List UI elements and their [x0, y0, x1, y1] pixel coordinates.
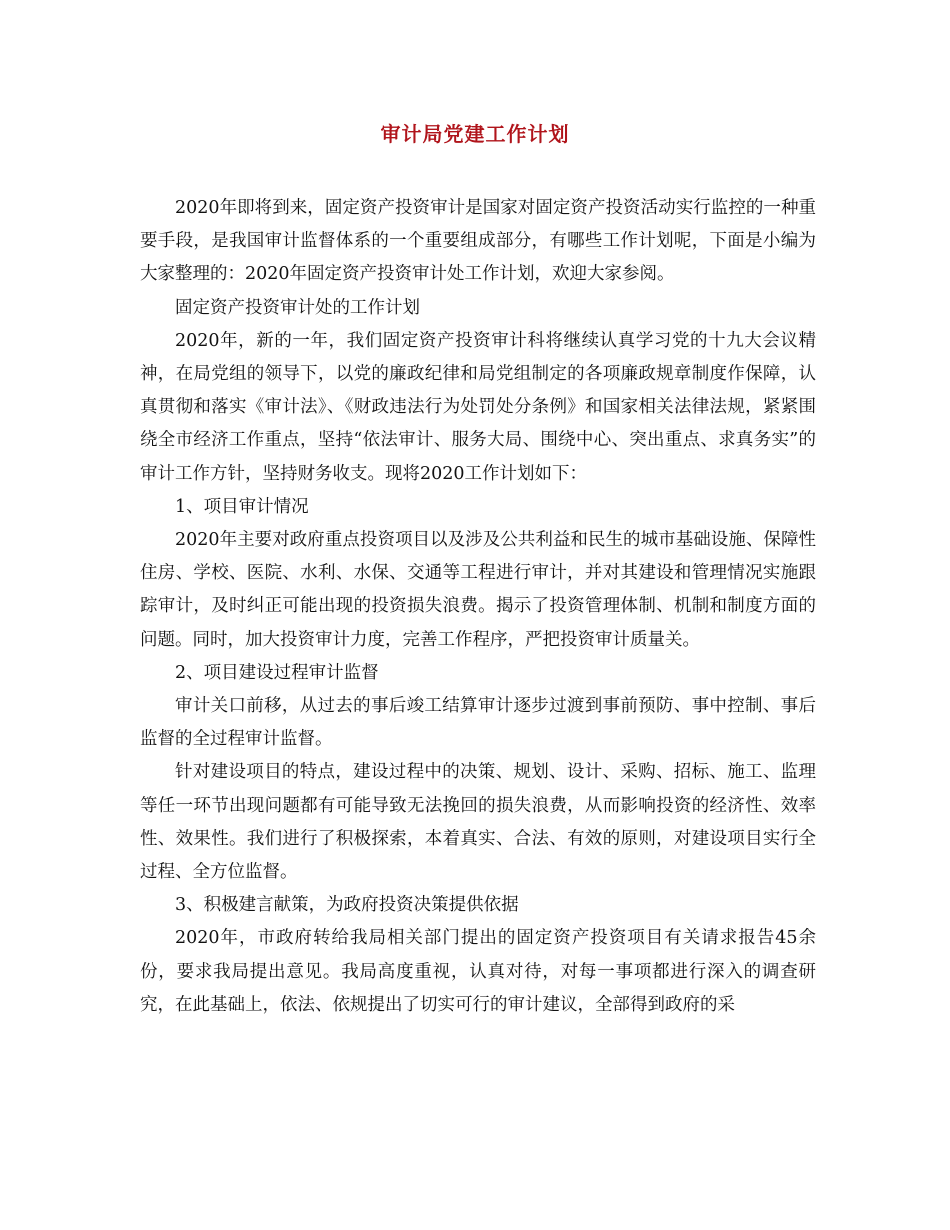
paragraph-intro: 2020年即将到来，固定资产投资审计是国家对固定资产投资活动实行监控的一种重要手段，是我国审计监督体系的一个重要组成部分，有哪些工作计划呢，下面是小编为大家整理的：2020年固定资产投资审计处工作计划，欢迎大家参阅。 — [140, 198, 816, 285]
section-heading-3: 3、积极建言献策，为政府投资决策提供依据 — [175, 895, 519, 916]
paragraph-section-1: 2020年主要对政府重点投资项目以及涉及公共利益和民生的城市基础设施、保障性住房、学校、医院、水利、水保、交通等工程进行审计，并对其建设和管理情况实施跟踪审计，及时纠正可能出现的投资损失浪费。揭示了投资管理体制、机制和制度方面的问题。同时，加大投资审计力度，完善工作程序，严把投资审计质量关。 — [140, 530, 816, 650]
document-body — [140, 192, 816, 1022]
paragraph-section-2b: 针对建设项目的特点，建设过程中的决策、规划、设计、采购、招标、施工、监理等任一环节出现问题都有可能导致无法挽回的损失浪费，从而影响投资的经济性、效率性、效果性。我们进行了积极探索，本着真实、合法、有效的原则，对建设项目实行全过程、全方位监督。 — [140, 762, 816, 883]
section-heading-2: 2、项目建设过程审计监督 — [175, 662, 379, 683]
section-heading-1: 1、项目审计情况 — [175, 496, 309, 517]
paragraph-section-2a: 审计关口前移，从过去的事后竣工结算审计逐步过渡到事前预防、事中控制、事后监督的全过程审计监督。 — [140, 696, 816, 750]
paragraph-heading-plan: 固定资产投资审计处的工作计划 — [175, 297, 420, 318]
paragraph-section-3: 2020年，市政府转给我局相关部门提出的固定资产投资项目有关请求报告45余份，要求我局提出意见。我局高度重视，认真对待，对每一事项都进行深入的调查研究，在此基础上，依法、依规提出了切实可行的审计建议，全部得到政府的采 — [140, 928, 816, 1015]
document-title: 审计局党建工作计划 — [380, 122, 570, 146]
paragraph-overview: 2020年，新的一年，我们固定资产投资审计科将继续认真学习党的十九大会议精神，在局党组的领导下，以党的廉政纪律和局党组制定的各项廉政规章制度作保障，认真贯彻和落实《审计法》、《财政违法行为处罚处分条例》和国家相关法律法规，紧紧围绕全市经济工作重点，坚持“依法审计、服务大局、围绕中心、突出重点、求真务实”的审计工作方针，坚持财务收支。现将2020工作计划如下： — [140, 330, 816, 484]
